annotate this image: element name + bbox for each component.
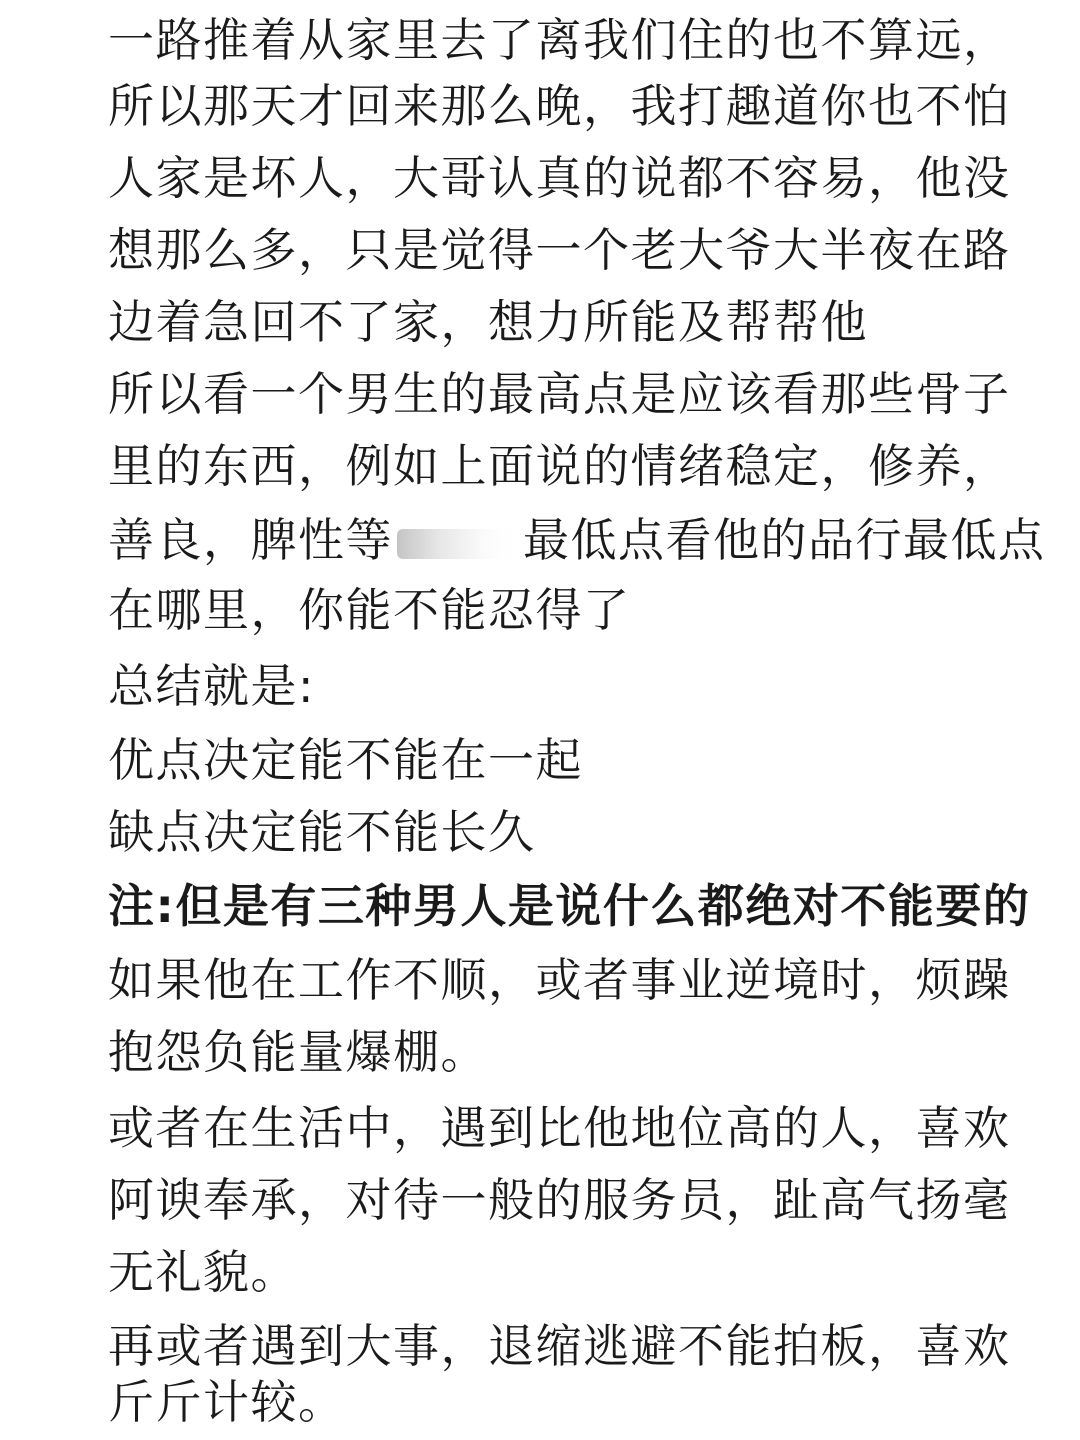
- text-line: 总结就是:: [108, 659, 315, 713]
- text-line: 人家是坏人，大哥认真的说都不容易，他没: [108, 151, 1011, 205]
- text-line: 在哪里，你能不能忍得了: [108, 583, 631, 637]
- text-segment: 最低点看他的品行最低点: [523, 513, 1046, 567]
- text-line: 所以那天才回来那么晚，我打趣道你也不怕: [108, 79, 1011, 133]
- text-line: 如果他在工作不顺，或者事业逆境时，烦躁: [108, 953, 1011, 1007]
- text-line: 抱怨负能量爆棚。: [108, 1025, 488, 1079]
- text-line: 无礼貌。: [108, 1245, 298, 1299]
- document-text: [108, 0, 1068, 1440]
- text-line: 阿谀奉承，对待一般的服务员，趾高气扬毫: [108, 1173, 1011, 1227]
- text-line: 斤斤计较。: [108, 1375, 346, 1429]
- note-heading: 注:但是有三种男人是说什么都绝对不能要的: [108, 879, 1031, 933]
- text-line-with-smudge: [108, 504, 1046, 576]
- text-line: 一路推着从家里去了离我们住的也不算远，: [108, 13, 1011, 67]
- text-line: 再或者遇到大事，退缩逃避不能拍板，喜欢: [108, 1319, 1011, 1373]
- text-line: 里的东西，例如上面说的情绪稳定，修养，: [108, 439, 1011, 493]
- text-line: 想那么多，只是觉得一个老大爷大半夜在路: [108, 223, 1011, 277]
- text-line: 边着急回不了家，想力所能及帮帮他: [108, 295, 868, 349]
- text-line: 所以看一个男生的最高点是应该看那些骨子: [108, 367, 1011, 421]
- text-segment: 善良，脾性等: [108, 513, 393, 567]
- text-line: 缺点决定能不能长久: [108, 805, 536, 859]
- text-line: 优点决定能不能在一起: [108, 733, 583, 787]
- text-line: 或者在生活中，遇到比他地位高的人，喜欢: [108, 1101, 1011, 1155]
- blur-smudge: [397, 529, 517, 559]
